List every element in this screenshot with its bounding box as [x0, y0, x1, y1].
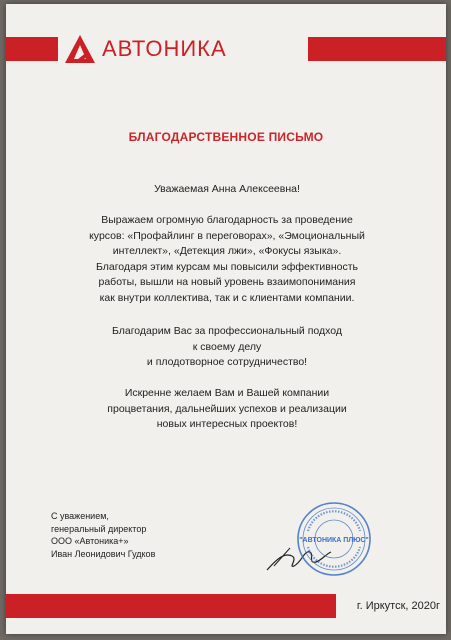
footer-place: [336, 594, 446, 618]
greeting: Уважаемая Анна Алексеевна!: [154, 183, 300, 195]
letter-sheet: [6, 4, 446, 634]
signature-line: генеральный директор: [51, 523, 147, 534]
text-line: к своему делу: [192, 340, 262, 353]
letter-title: БЛАГОДАРСТВЕННОЕ ПИСЬМО: [128, 130, 324, 144]
text-line: новых интересных проектов!: [156, 418, 298, 430]
company-logo: [58, 33, 308, 65]
text-line: как внутри коллектива, так и с клиентами компании.: [99, 291, 355, 304]
paragraph-gratitude: [26, 213, 428, 306]
paragraph-wishes: [26, 386, 428, 433]
text-line: Благодарим Вас за профессиональный подход: [111, 325, 343, 337]
text-line: и плодотворное сотрудничество!: [146, 356, 308, 368]
text-line: Искренне желаем Вам и Вашей компании: [124, 387, 330, 399]
company-stamp: [296, 501, 372, 577]
logo-triangle-icon: [64, 34, 96, 64]
stamp-text: "АВТОНИКА ПЛЮС": [299, 537, 369, 544]
signature-block: [51, 510, 231, 560]
signature-line: С уважением,: [51, 511, 109, 521]
text-line: Благодаря этим курсам мы повысили эффективность: [95, 260, 359, 273]
text-line: работы, вышли на новый уровень взаимопонимания: [98, 276, 356, 288]
signature-line: Иван Леонидович Гудков: [51, 548, 156, 559]
signature-line: ООО «Автоника+»: [51, 536, 129, 546]
text-line: Выражаем огромную благодарность за проведение: [101, 214, 353, 226]
text-line: интеллект», «Детекция лжи», «Фокусы языка».: [112, 245, 342, 257]
paragraph-thanks: [26, 324, 428, 371]
text-line: процветания, дальнейших успехов и реализации: [107, 402, 347, 415]
place-date: г. Иркутск, 2020г: [356, 600, 440, 612]
brand-name: АВТОНИКА: [102, 36, 227, 61]
text-line: курсов: «Профайлинг в переговорах», «Эмоциональный: [89, 229, 365, 242]
